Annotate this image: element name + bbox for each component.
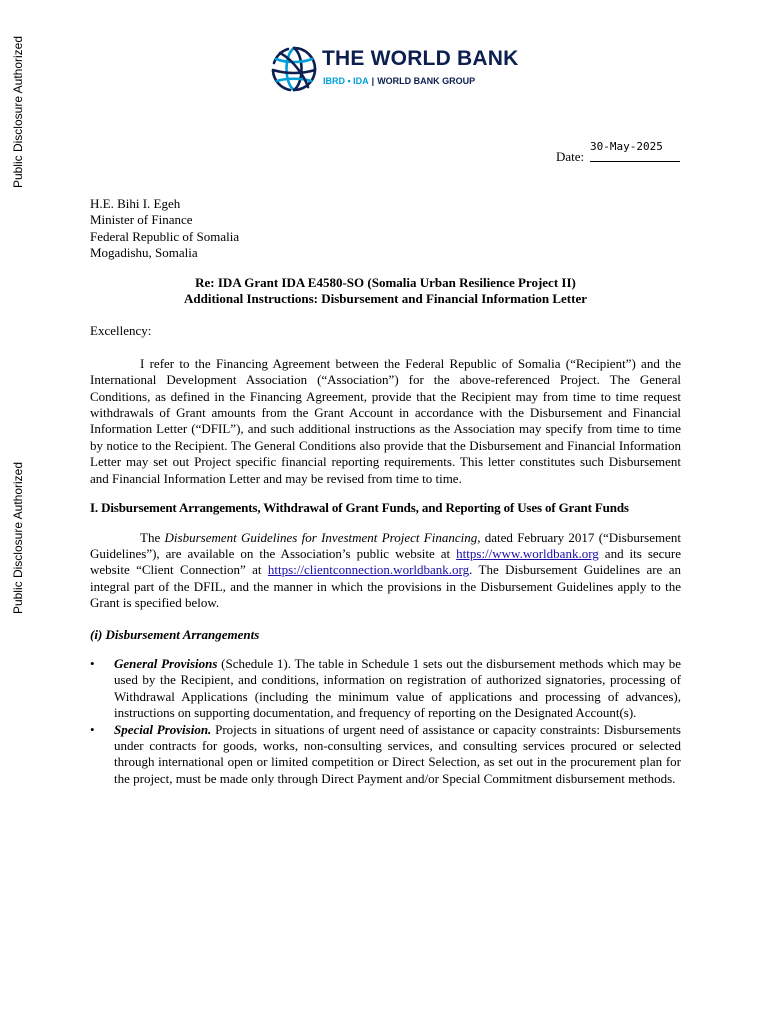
client-connection-link[interactable]: https://clientconnection.worldbank.org xyxy=(267,562,470,578)
guidelines-text-3: . The Disbursement Guidelines are an integral part of the DFIL, and the manner in which the provisions in the Disbursement Guidelines apply to the Grant is specified below. xyxy=(90,562,681,611)
addressee-block xyxy=(90,196,681,262)
bullet-text: Projects in situations of urgent need of assistance or capacity constraints: Disbursements under contracts for goods, works, non-consulting services, and consulting services procured or selected through international open or limited competition or Direct Selection, as set out in the procurement plan for the project, must be made only through Direct Payment and/or Special Commitment disbursement methods. xyxy=(114,721,681,786)
bullet-icon: • xyxy=(90,655,95,671)
subject-line-2: Additional Instructions: Disbursement and Financial Information Letter xyxy=(183,291,588,307)
guidelines-the: The xyxy=(140,529,161,545)
addressee-title: Minister of Finance xyxy=(90,212,193,228)
subject-block xyxy=(90,275,681,308)
intro-paragraph: I refer to the Financing Agreement between the Federal Republic of Somalia (“Recipient”) and the International Development Association (“Association”) for the above-referenced Project. The General Conditions, as defined in the Financing Agreement, provide that the Recipient may from time to time request withdrawals of Grant amounts from the Grant Account in accordance with the Disbursement and Financial Information Letter (“DFIL”), and such additional instructions as the Association may specify from time to time by notice to the Recipient. The General Conditions also provide that the Disbursement and Financial Information Letter may set out Project specific financial reporting requirements. This letter constitutes such Disbursement and Financial Information Letter and may be revised from time to time. xyxy=(90,355,681,486)
public-disclosure-label-top: Public Disclosure Authorized xyxy=(11,35,25,189)
bullet-title: Special Provision. xyxy=(114,721,212,737)
guidelines-text-2: and its secure website “Client Connection” at xyxy=(90,545,682,578)
logo-wordmark: THE WORLD BANK xyxy=(322,47,519,70)
bullet-title: General Provisions xyxy=(114,655,218,671)
list-item xyxy=(90,722,681,788)
subject-line-1: Re: IDA Grant IDA E4580-SO (Somalia Urban Resilience Project II) xyxy=(195,274,576,290)
logo-ibrd-ida: IBRD • IDA xyxy=(323,76,369,86)
world-bank-logo xyxy=(270,45,519,95)
addressee-org: Federal Republic of Somalia xyxy=(90,228,240,244)
guidelines-title: Disbursement Guidelines for Investment Project Financing, xyxy=(164,529,481,545)
guidelines-text-1: dated February 2017 (“Disbursement Guidelines”), are available on the Association’s public website at xyxy=(90,529,682,561)
subsection-i-heading: (i) Disbursement Arrangements xyxy=(90,626,260,642)
bullet-text: (Schedule 1). The table in Schedule 1 sets out the disbursement methods which may be used by the Recipient, and conditions, information on registration of authorized signatories, processing of Withdrawal Applications (including the minimum value of applications and processing of advances), instructions on supporting documentation, and frequency of reporting on the Designated Account(s). xyxy=(114,655,681,721)
worldbank-link[interactable]: https://www.worldbank.org xyxy=(456,545,599,561)
logo-group: WORLD BANK GROUP xyxy=(377,76,476,86)
logo-tagline xyxy=(323,76,475,86)
date-value: 30-May-2025 xyxy=(590,140,663,153)
guidelines-paragraph xyxy=(90,530,681,612)
public-disclosure-label-middle: Public Disclosure Authorized xyxy=(11,461,25,615)
addressee-name: H.E. Bihi I. Egeh xyxy=(90,196,181,211)
disbursement-bullet-list xyxy=(90,656,681,787)
date-label: Date: xyxy=(556,149,585,164)
globe-icon xyxy=(270,45,318,93)
salutation: Excellency: xyxy=(90,323,152,339)
letter-body xyxy=(90,196,681,787)
addressee-city: Mogadishu, Somalia xyxy=(90,245,198,261)
list-item xyxy=(90,656,681,722)
bullet-icon: • xyxy=(90,721,95,737)
date-underline xyxy=(590,161,680,162)
logo-separator: | xyxy=(371,76,375,86)
section-1-heading: I. Disbursement Arrangements, Withdrawal of Grant Funds, and Reporting of Uses of Grant Funds xyxy=(90,500,629,516)
